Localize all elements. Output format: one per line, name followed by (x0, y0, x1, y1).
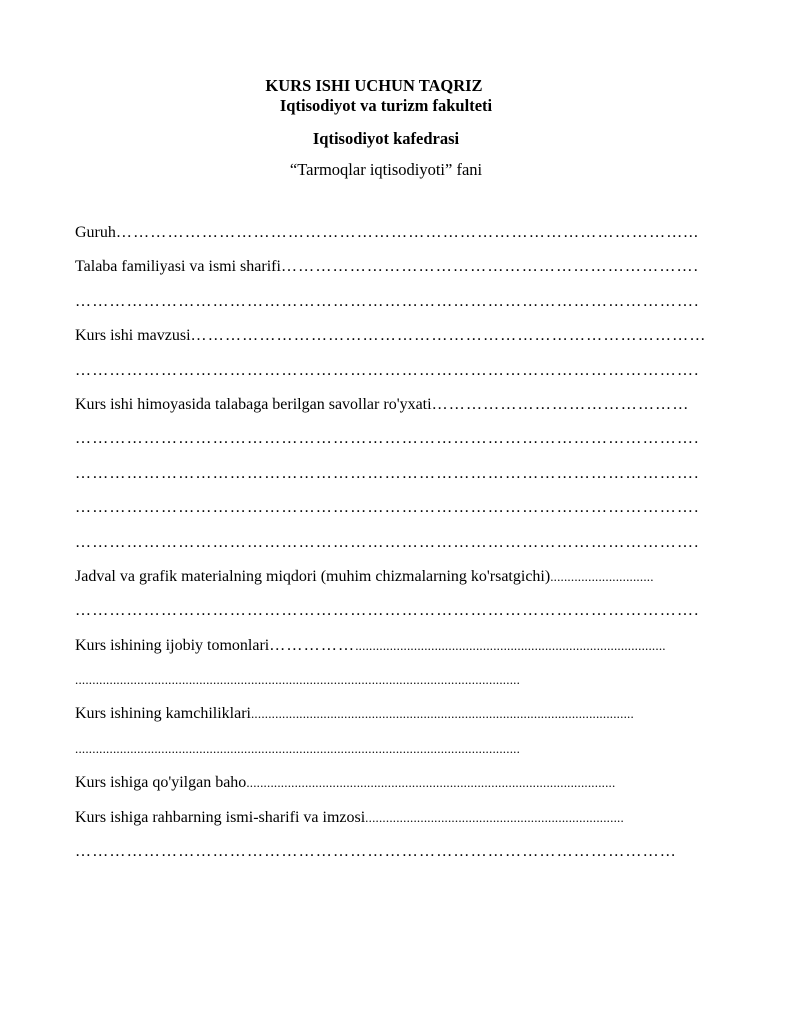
topic-field (75, 325, 759, 359)
student-name-field (75, 256, 759, 290)
tables-charts-fill-line: .............................. (550, 568, 654, 584)
review-form (75, 222, 759, 875)
grade-field (75, 772, 759, 806)
fill-line: ………………………………………………………………………………………………. (75, 361, 700, 379)
fill-line: ………………………………………………………………………………………………. (75, 499, 700, 517)
questions-continuation-line (75, 428, 759, 462)
positive-aspects-field (75, 635, 759, 669)
supervisor-fill-line: ........................................................................... (365, 809, 624, 825)
shortcomings-fill-line: ............................................................................................................... (250, 706, 634, 722)
positive-aspects-continuation-line (75, 669, 759, 703)
fill-line: ………………………………………………………………………………………………. (75, 430, 700, 448)
student-name-fill-line: ………………………………………………………………. (280, 258, 699, 276)
shortcomings-continuation-line (75, 738, 759, 772)
positive-aspects-label: Kurs ishining ijobiy tomonlari (75, 636, 270, 654)
fill-line: ………………………………………………………………………………………………. (75, 602, 700, 620)
tables-charts-label: Jadval va grafik materialning miqdori (muhim chizmalarning ko'rsatgichi) (75, 567, 551, 585)
grade-fill-line: ........................................................................................................... (246, 775, 616, 791)
tables-charts-continuation-line (75, 600, 759, 634)
shortcomings-label: Kurs ishining kamchiliklari (75, 705, 251, 723)
fill-line: ………………………………………………………………………………………………. (75, 292, 700, 310)
fill-line: …………………………………………………………………………………………… (75, 843, 677, 861)
fill-line: ………………………………………………………………………………………………. (75, 464, 700, 482)
group-fill-line: ………………………………………………………………………………………... (115, 224, 700, 241)
questions-continuation-line (75, 532, 759, 566)
student-name-label: Talaba familiyasi va ismi sharifi (75, 258, 281, 276)
fill-line: ................................................................................................................................. (75, 740, 521, 756)
positive-aspects-fill-dots: .......................................................................................... (355, 637, 666, 653)
fill-line: ………………………………………………………………………………………………. (75, 533, 700, 551)
tables-charts-field (75, 566, 759, 600)
document-title: KURS ISHI UCHUN TAQRIZ (265, 76, 483, 95)
topic-label: Kurs ishi mavzusi (75, 327, 191, 345)
questions-continuation-line (75, 497, 759, 531)
fill-line: ................................................................................................................................. (75, 672, 521, 688)
subject-name: “Tarmoqlar iqtisodiyoti” fani (289, 160, 483, 179)
group-label: Guruh (75, 224, 116, 241)
supervisor-field (75, 807, 759, 841)
group-field (75, 222, 759, 256)
questions-label: Kurs ishi himoyasida talabaga berilgan savollar ro'yxati (75, 395, 432, 413)
supervisor-label: Kurs ishiga rahbarning ismi-sharifi va imzosi (75, 808, 366, 826)
topic-fill-line: ……………………………………………………………………………… (190, 327, 707, 345)
questions-continuation-line (75, 463, 759, 497)
shortcomings-field (75, 703, 759, 737)
supervisor-continuation-line (75, 841, 759, 875)
faculty-name: Iqtisodiyot va turizm fakulteti (279, 96, 493, 115)
department-name: Iqtisodiyot kafedrasi (312, 129, 460, 148)
positive-aspects-fill-line: …………… (269, 636, 356, 654)
questions-fill-line: ……………………………………… (431, 395, 690, 413)
topic-continuation-line (75, 360, 759, 394)
questions-field (75, 394, 759, 428)
student-name-continuation-line (75, 291, 759, 325)
grade-label: Kurs ishiga qo'yilgan baho (75, 774, 247, 792)
